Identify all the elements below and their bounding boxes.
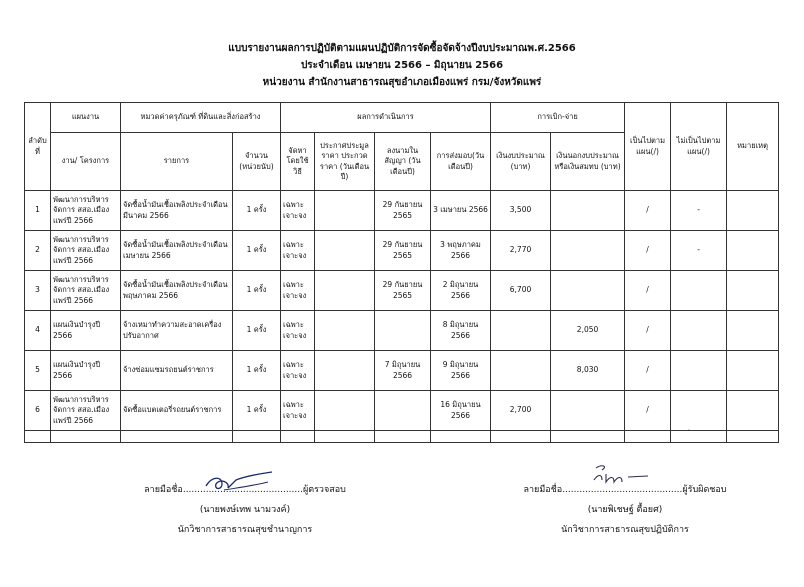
cell-delivery: 9 มิถุนายน 2566 bbox=[431, 351, 491, 391]
cell-not-as-planned bbox=[671, 271, 727, 311]
table-row bbox=[25, 311, 779, 351]
handwritten-signature-right bbox=[588, 462, 658, 488]
cell-method: เฉพาะเจาะจง bbox=[281, 231, 315, 271]
header-project: งาน/ โครงการ bbox=[51, 133, 121, 191]
cell-qty: 1 ครั้ง bbox=[233, 311, 281, 351]
sign-role-right: ผู้รับผิดชอบ bbox=[682, 485, 727, 495]
cell-project: พัฒนาการบริหารจัดการ สสอ.เมืองแพร่ปี 2566 bbox=[51, 231, 121, 271]
cell-announce bbox=[315, 231, 375, 271]
cell-contract bbox=[375, 311, 431, 351]
table-row bbox=[25, 391, 779, 431]
cell-as-planned: / bbox=[625, 391, 671, 431]
cell-no: 4 bbox=[25, 311, 51, 351]
cell-contract bbox=[375, 391, 431, 431]
cell-as-planned: / bbox=[625, 231, 671, 271]
cell-no: 5 bbox=[25, 351, 51, 391]
dot-mark: · bbox=[688, 427, 690, 434]
cell-as-planned: / bbox=[625, 271, 671, 311]
cell-non-budget bbox=[551, 271, 625, 311]
cell-remarks bbox=[727, 391, 779, 431]
report-title: แบบรายงานผลการปฏิบัติตามแผนปฏิบัติการจัดซื้อจัดจ้างปีงบประมาณพ.ศ.2566 bbox=[228, 43, 576, 54]
cell-announce bbox=[315, 391, 375, 431]
cell-project: พัฒนาการบริหารจัดการ สสอ.เมืองแพร่ปี 2566 bbox=[51, 271, 121, 311]
cell-non-budget bbox=[551, 391, 625, 431]
cell-budget: 2,700 bbox=[491, 391, 551, 431]
header-method: จัดหาโดยใช้วิธี bbox=[281, 133, 315, 191]
cell-contract: 29 กันยายน 2565 bbox=[375, 271, 431, 311]
header-item: รายการ bbox=[121, 133, 233, 191]
cell-budget bbox=[491, 351, 551, 391]
cell-announce bbox=[315, 311, 375, 351]
header-not-as-planned: ไม่เป็นไปตามแผน(/) bbox=[671, 103, 727, 191]
sign-label-right: ลายมือชื่อ bbox=[523, 485, 563, 495]
header-announce: ประกาศประมูลราคา ประกวดราคา (วันเดือนปี) bbox=[315, 133, 375, 191]
signer-position-right: นักวิชาการสาธารณสุขปฏิบัติการ bbox=[561, 525, 689, 535]
cell-item: จ้างซ่อมแซมรถยนต์ราชการ bbox=[121, 351, 233, 391]
report-period: ประจำเดือน เมษายน 2566 – มิถุนายน 2566 bbox=[300, 60, 504, 71]
header-qty: จำนวน (หน่วยนับ) bbox=[233, 133, 281, 191]
signature-line-right: ลายมือชื่อ..........................................ผู้รับผิดชอบ bbox=[523, 485, 727, 495]
cell-delivery: 8 มิถุนายน 2566 bbox=[431, 311, 491, 351]
cell-not-as-planned bbox=[671, 351, 727, 391]
sign-role-left: ผู้ตรวจสอบ bbox=[302, 485, 346, 495]
cell-method: เฉพาะเจาะจง bbox=[281, 391, 315, 431]
header-remarks: หมายเหตุ bbox=[727, 103, 779, 191]
cell-qty: 1 ครั้ง bbox=[233, 391, 281, 431]
cell-budget: 6,700 bbox=[491, 271, 551, 311]
cell-item: จัดซื้อน้ำมันเชื้อเพลิงประจำเดือนพฤษภาคม 2566 bbox=[121, 271, 233, 311]
cell-budget bbox=[491, 311, 551, 351]
header-contract: ลงนามในสัญญา (วันเดือนปี) bbox=[375, 133, 431, 191]
signer-name-left: (นายพงษ์เทพ นามวงค์) bbox=[199, 505, 291, 515]
cell-remarks bbox=[727, 271, 779, 311]
table-row bbox=[25, 191, 779, 231]
cell-contract: 7 มิถุนายน 2566 bbox=[375, 351, 431, 391]
procurement-table bbox=[24, 102, 779, 443]
cell-qty: 1 ครั้ง bbox=[233, 231, 281, 271]
cell-not-as-planned bbox=[671, 311, 727, 351]
cell-contract: 29 กันยายน 2565 bbox=[375, 191, 431, 231]
cell-item: จัดซื้อแบตเตอรี่รถยนต์ราชการ bbox=[121, 391, 233, 431]
cell-budget: 2,770 bbox=[491, 231, 551, 271]
header-budget: เงินงบประมาณ (บาท) bbox=[491, 133, 551, 191]
header-results: ผลการดำเนินการ bbox=[281, 103, 491, 133]
cell-non-budget bbox=[551, 231, 625, 271]
cell-non-budget bbox=[551, 191, 625, 231]
cell-delivery: 3 เมษายน 2566 bbox=[431, 191, 491, 231]
signer-position-left: นักวิชาการสาธารณสุขชำนาญการ bbox=[177, 525, 313, 535]
cell-method: เฉพาะเจาะจง bbox=[281, 271, 315, 311]
cell-remarks bbox=[727, 231, 779, 271]
cell-remarks bbox=[727, 311, 779, 351]
handwritten-signature-left bbox=[196, 468, 276, 498]
empty-row bbox=[25, 431, 779, 443]
cell-not-as-planned bbox=[671, 391, 727, 431]
cell-method: เฉพาะเจาะจง bbox=[281, 191, 315, 231]
cell-project: พัฒนาการบริหารจัดการ สสอ.เมืองแพร่ปี 2566 bbox=[51, 191, 121, 231]
table-row bbox=[25, 351, 779, 391]
cell-qty: 1 ครั้ง bbox=[233, 271, 281, 311]
cell-method: เฉพาะเจาะจง bbox=[281, 311, 315, 351]
cell-delivery: 2 มิถุนายน 2566 bbox=[431, 271, 491, 311]
cell-announce bbox=[315, 351, 375, 391]
cell-not-as-planned: - bbox=[671, 231, 727, 271]
table-row bbox=[25, 231, 779, 271]
table-row bbox=[25, 271, 779, 311]
cell-project: แผนเงินบำรุงปี 2566 bbox=[51, 311, 121, 351]
cell-contract: 29 กันยายน 2565 bbox=[375, 231, 431, 271]
cell-no: 6 bbox=[25, 391, 51, 431]
header-non-budget: เงินนอกงบประมาณหรือเงินสมทบ (บาท) bbox=[551, 133, 625, 191]
cell-project: แผนเงินบำรุงปี 2566 bbox=[51, 351, 121, 391]
cell-item: จ้างเหมาทำความสะอาดเครื่องปรับอากาศ bbox=[121, 311, 233, 351]
cell-method: เฉพาะเจาะจง bbox=[281, 351, 315, 391]
cell-remarks bbox=[727, 191, 779, 231]
signature-block-right bbox=[510, 480, 740, 540]
header-category: หมวดค่าครุภัณฑ์ ที่ดินและสิ่งก่อสร้าง bbox=[121, 103, 281, 133]
header-no: ลำดับที่ bbox=[25, 103, 51, 191]
cell-budget: 3,500 bbox=[491, 191, 551, 231]
signature-line-left: ลายมือชื่อ..........................................ผู้ตรวจสอบ bbox=[144, 485, 346, 495]
cell-item: จัดซื้อน้ำมันเชื้อเพลิงประจำเดือนมีนาคม 2566 bbox=[121, 191, 233, 231]
cell-as-planned: / bbox=[625, 311, 671, 351]
cell-announce bbox=[315, 191, 375, 231]
cell-remarks bbox=[727, 351, 779, 391]
report-agency: หน่วยงาน สำนักงานสาธารณสุขอำเภอเมืองแพร่ กรม/จังหวัดแพร่ bbox=[262, 77, 542, 88]
cell-qty: 1 ครั้ง bbox=[233, 191, 281, 231]
cell-project: พัฒนาการบริหารจัดการ สสอ.เมืองแพร่ปี 2566 bbox=[51, 391, 121, 431]
header-as-planned: เป็นไปตามแผน(/) bbox=[625, 103, 671, 191]
cell-no: 1 bbox=[25, 191, 51, 231]
report-header bbox=[0, 40, 804, 91]
cell-delivery: 3 พฤษภาคม 2566 bbox=[431, 231, 491, 271]
cell-no: 2 bbox=[25, 231, 51, 271]
header-plan: แผนงาน bbox=[51, 103, 121, 133]
cell-delivery: 16 มิถุนายน 2566 bbox=[431, 391, 491, 431]
cell-announce bbox=[315, 271, 375, 311]
cell-non-budget: 2,050 bbox=[551, 311, 625, 351]
cell-as-planned: / bbox=[625, 191, 671, 231]
signer-name-right: (นายพิเชษฐ์ ตื้อยศ) bbox=[587, 505, 663, 515]
cell-not-as-planned: - bbox=[671, 191, 727, 231]
header-disbursement: การเบิก-จ่าย bbox=[491, 103, 625, 133]
cell-non-budget: 8,030 bbox=[551, 351, 625, 391]
cell-qty: 1 ครั้ง bbox=[233, 351, 281, 391]
cell-as-planned: / bbox=[625, 351, 671, 391]
sign-label-left: ลายมือชื่อ bbox=[144, 485, 183, 495]
cell-no: 3 bbox=[25, 271, 51, 311]
header-delivery: การส่งมอบ(วันเดือนปี) bbox=[431, 133, 491, 191]
cell-item: จัดซื้อน้ำมันเชื้อเพลิงประจำเดือนเมษายน 2566 bbox=[121, 231, 233, 271]
